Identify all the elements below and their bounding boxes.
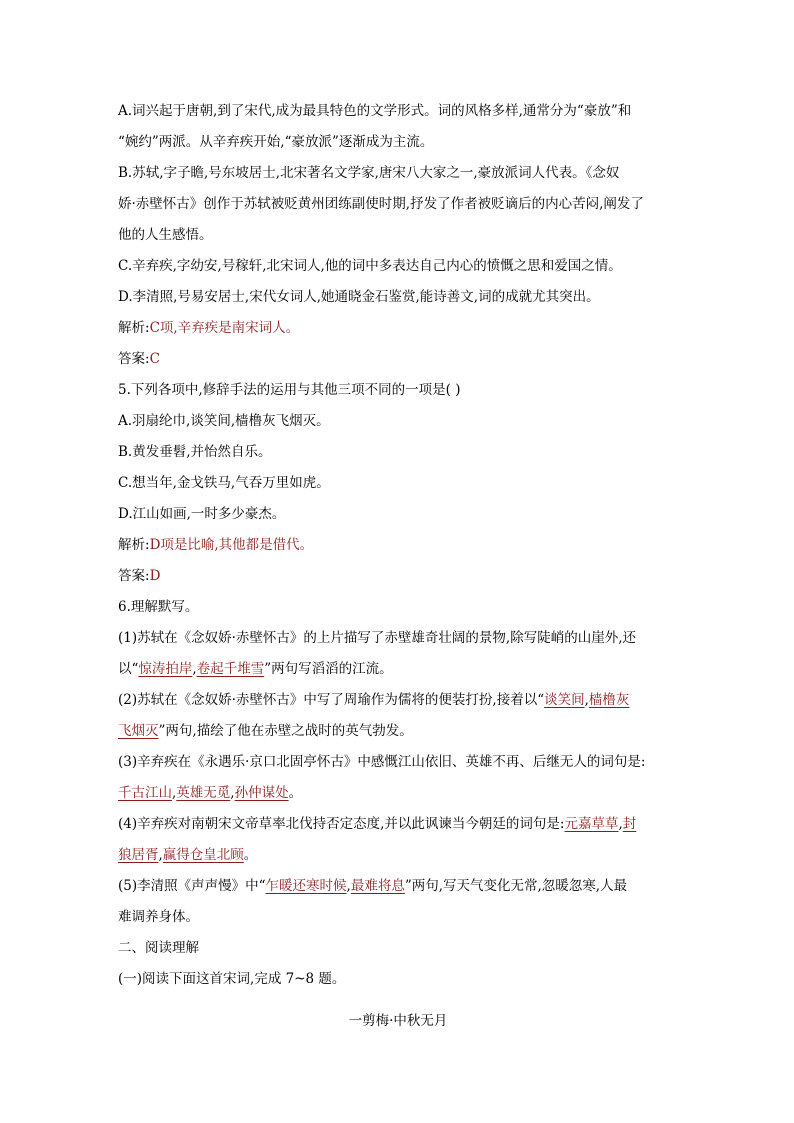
- q5-option-a: A.羽扇纶巾,谈笑间,樯橹灰飞烟灭。: [118, 413, 330, 429]
- q6-p3-line1: (3)辛弃疾在《永遇乐·京口北固亭怀古》中感慨江山依旧、英雄不再、后继无人的词句是:: [118, 754, 646, 770]
- q6-p1-line1: (1)苏轼在《念奴娇·赤壁怀古》的上片描写了赤壁雄奇壮阔的景物,除写陡峭的山崖外,还: [118, 630, 636, 646]
- analysis-text: C项,辛弃疾是南宋词人。: [149, 320, 300, 336]
- q6-p1-line2: [118, 657, 393, 677]
- q6-stem: 6.理解默写。: [118, 599, 199, 615]
- separator: ,: [158, 847, 163, 863]
- fill-answer: 英雄无觅: [176, 785, 231, 801]
- separator: ,: [584, 692, 589, 708]
- option-b-line1: B.苏轼,字子瞻,号东坡居士,北宋著名文学家,唐宋八大家之一,豪放派词人代表。《念奴: [118, 165, 620, 181]
- separator: ,: [192, 661, 197, 677]
- option-b-line2: 娇·赤壁怀古》创作于苏轼被贬黄州团练副使时期,抒发了作者被贬谪后的内心苦闷,阐发了: [118, 196, 644, 212]
- q6-p3-line2: [118, 781, 302, 801]
- fill-answer: 惊涛拍岸: [138, 661, 193, 677]
- text: 。: [288, 785, 303, 801]
- q6-p5-line2: 难调养身体。: [118, 909, 199, 925]
- poem-title: 一剪梅·中秋无月: [348, 1013, 448, 1029]
- answer-text: D: [149, 568, 161, 584]
- text: (2)苏轼在《念奴娇·赤壁怀古》中写了周瑜作为儒将的便装打扮,接着以“: [118, 692, 545, 708]
- fill-answer: 千古江山: [118, 785, 172, 801]
- analysis-label: 解析:: [118, 537, 150, 553]
- section-heading: 二、阅读理解: [118, 940, 199, 956]
- fill-answer: 赢得仓皇北顾: [162, 847, 244, 863]
- fill-answer: 孙仲谋处: [234, 785, 289, 801]
- fill-answer: 狼居胥: [118, 847, 159, 863]
- q5-option-b: B.黄发垂髫,并怡然自乐。: [118, 444, 272, 460]
- answer-label: 答案:: [118, 568, 150, 584]
- text: ”两句写滔滔的江流。: [264, 661, 393, 677]
- q6-p2-line2: [118, 719, 413, 739]
- analysis-text: D项是比喻,其他都是借代。: [149, 537, 314, 553]
- text: 。: [243, 847, 258, 863]
- separator: ,: [346, 878, 351, 894]
- text: (4)辛弃疾对南朝宋文帝草率北伐持否定态度,并以此讽谏当今朝廷的词句是:: [118, 816, 565, 832]
- fill-answer: 乍暖还寒时候: [265, 878, 347, 894]
- analysis-label: 解析:: [118, 320, 150, 336]
- fill-answer: 谈笑间: [544, 692, 585, 708]
- separator: ,: [172, 785, 177, 801]
- fill-answer: 樯橹灰: [588, 692, 630, 708]
- q6-p4-line2: [118, 843, 257, 863]
- fill-answer: 卷起千堆雪: [196, 661, 265, 677]
- text: 以“: [118, 661, 139, 677]
- option-a-line1: A.词兴起于唐朝,到了宋代,成为最具特色的文学形式。词的风格多样,通常分为“豪放”和: [118, 103, 632, 119]
- text: (5)李清照《声声慢》中“: [118, 878, 266, 894]
- q4-answer: [118, 347, 160, 367]
- q4-analysis: [118, 316, 299, 336]
- answer-text: C: [149, 351, 160, 367]
- option-c: C.辛弃疾,字幼安,号稼轩,北宋词人,他的词中多表达自己内心的愤慨之思和爱国之情。: [118, 258, 622, 274]
- text: ”两句,描绘了他在赤壁之战时的英气勃发。: [158, 723, 413, 739]
- separator: ,: [618, 816, 623, 832]
- fill-answer: 飞烟灭: [118, 723, 159, 739]
- text: ”两句,写天气变化无常,忽暖忽寒,人最: [404, 878, 628, 894]
- q5-answer: [118, 564, 160, 584]
- option-d: D.李清照,号易安居士,宋代女词人,她通晓金石鉴赏,能诗善文,词的成就尤其突出。: [118, 289, 600, 305]
- q6-p2-line1: [118, 688, 629, 708]
- q5-analysis: [118, 533, 313, 553]
- q5-option-d: D.江山如画,一时多少豪杰。: [118, 506, 286, 522]
- q6-p4-line1: [118, 812, 636, 832]
- option-b-line3: 他的人生感悟。: [118, 227, 213, 243]
- section-subheading: (一)阅读下面这首宋词,完成 7~8 题。: [118, 971, 346, 987]
- fill-answer: 元嘉草草: [564, 816, 619, 832]
- fill-answer: 封: [622, 816, 637, 832]
- separator: ,: [230, 785, 235, 801]
- option-a-line2: “婉约”两派。从辛弃疾开始,“豪放派”逐渐成为主流。: [118, 134, 434, 150]
- q6-p5-line1: [118, 874, 627, 894]
- answer-label: 答案:: [118, 351, 150, 367]
- fill-answer: 最难将息: [350, 878, 405, 894]
- q5-stem: 5.下列各项中,修辞手法的运用与其他三项不同的一项是( ): [118, 382, 461, 398]
- q5-option-c: C.想当年,金戈铁马,气吞万里如虎。: [118, 475, 330, 491]
